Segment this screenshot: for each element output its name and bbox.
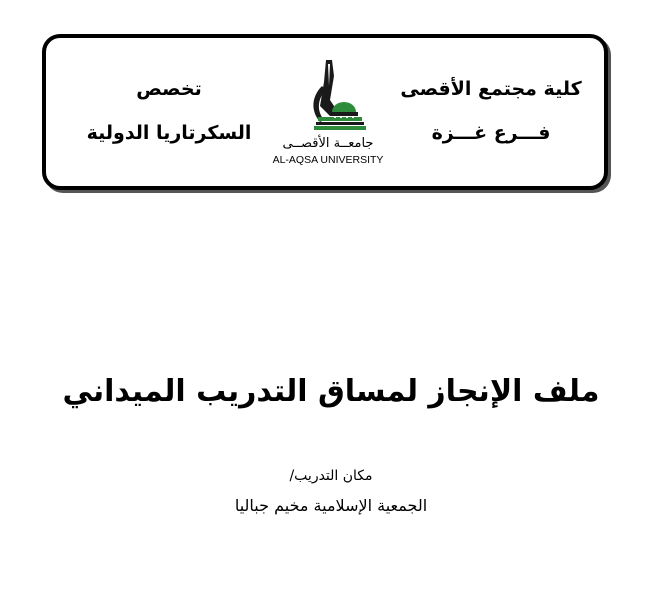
training-place-label: مكان التدريب/ <box>289 468 373 484</box>
header-box <box>42 34 608 190</box>
training-place-name: الجمعية الإسلامية مخيم جباليا <box>234 496 428 515</box>
al-aqsa-university-logo-icon <box>268 56 388 138</box>
logo-arabic-text: جامعــة الأقصــى <box>282 136 374 151</box>
logo-english-text: AL-AQSA UNIVERSITY <box>272 154 384 166</box>
university-logo <box>268 56 388 172</box>
document-title: ملف الإنجاز لمساق التدريب الميداني <box>62 374 600 409</box>
specialization-name: السكرتاريا الدولية <box>86 122 252 144</box>
branch-name: فـــرع غـــزة <box>431 122 551 144</box>
specialization-label: تخصص <box>136 78 202 100</box>
college-name: كلية مجتمع الأقصى <box>400 78 582 100</box>
